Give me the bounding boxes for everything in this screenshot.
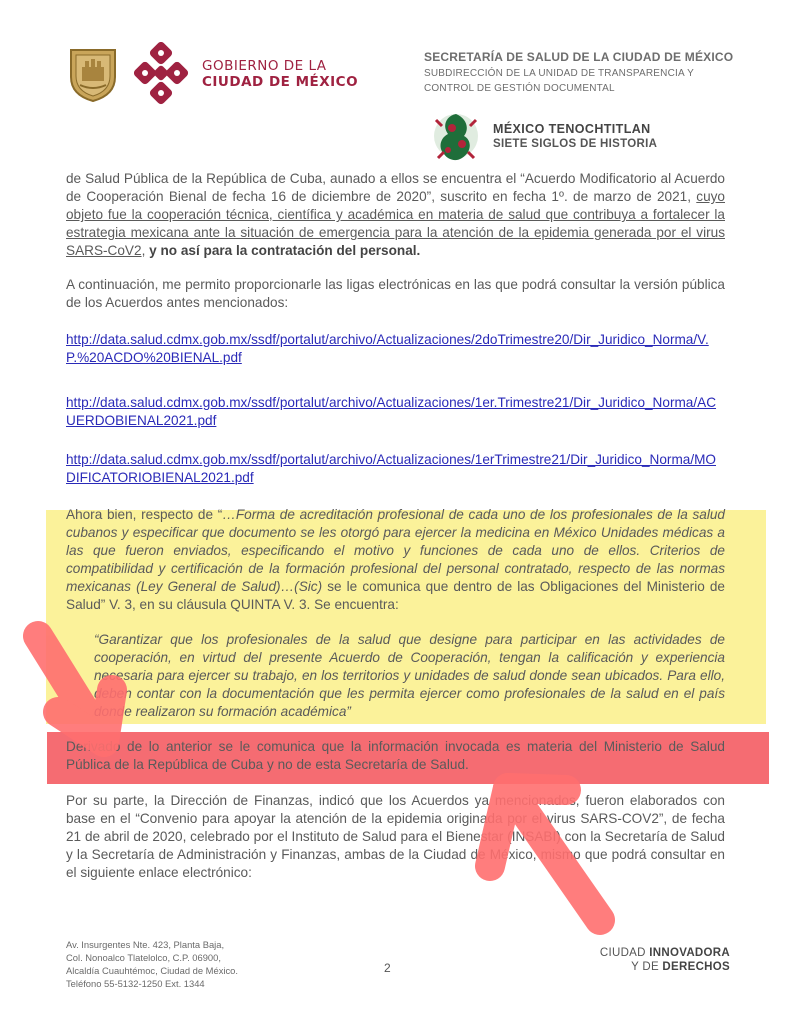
paragraph-links-intro: A continuación, me permito proporcionarle las ligas electrónicas en las que podrá consultar la versión pública de los Acuerdos antes mencionados: (66, 277, 725, 310)
p1-underlined-text: cuyo objeto fue la cooperación técnica, científica y académica en materia de salud que contribuya a fortalecer la estrategia mexicana ante la situación de emergencia para la atención de la epidemia generada por el virus SARS-CoV2 (66, 189, 725, 258)
agreement-link-2[interactable]: http://data.salud.cdmx.gob.mx/ssdf/portalut/archivo/Actualizaciones/1er.Trimestre21/Dir_Juridico_Norma/ACUERDOBIENAL2021.pdf (66, 395, 717, 428)
p3-rest: se le comunica que dentro de las Obligaciones del Ministerio de Salud” V. 3, en su cláusula QUINTA V. 3. Se encuentra: (66, 579, 725, 612)
address-line4: Teléfono 55-5132-1250 Ext. 1344 (66, 978, 205, 989)
slogan-derechos: DERECHOS (662, 961, 730, 973)
paragraph-finanzas: Por su parte, la Dirección de Finanzas, indicó que los Acuerdos ya mencionados, fueron elaborados con base en el “Convenio para apoyar la atención de la epidemia originada por el virus SARS-COV2”, de fecha 21 de abril de 2020, celebrado por el Instituto de Salud para el Bienestar (INSABI) con la Secretaría de Salud y la Secretaría de Administración y Finanzas, ambas de la Ciudad de México, mismo que podrá consultar en el siguiente enlace electrónico: (66, 793, 725, 880)
quoted-clause: “Garantizar que los profesionales de la salud que designe para participar en las actividades de cooperación, en virtud del presente Acuerdo de Cooperación, tengan la calificación y experiencia necesaria para ejercer su trabajo, en los territorios y unidades de salud donde sean ubicados. Para ello, deben contar con la documentación que les permita ejercer como profesionales de la salud en el país donde realizaron su formación académica” (94, 632, 725, 719)
p1-comma: , (141, 243, 150, 258)
subdireccion-line2: CONTROL DE GESTIÓN DOCUMENTAL (424, 83, 615, 94)
page-number: 2 (384, 961, 391, 975)
gov-name-line1: GOBIERNO DE LA (202, 58, 327, 74)
tenochtitlan-title: MÉXICO TENOCHTITLAN (493, 122, 651, 136)
p3-italic-request: …Forma de acreditación profesional de cada uno de los profesionales de la salud cubanos y especificar que documento se les otorgó para ejercer la medicina en México Unidades médicas a las que fueron enviados, especificando el motivo y funciones de cada uno de ellos. Criterios de compatibilidad y certificación de la formación profesional del personal contratado, respecto de las normas mexicanas (Ley General de Salud)…(Sic) (66, 507, 725, 594)
agreement-link-1[interactable]: http://data.salud.cdmx.gob.mx/ssdf/portalut/archivo/Actualizaciones/2doTrimestre20/Dir_Juridico_Norma/V.P.%20ACDO%20BIENAL.pdf (66, 332, 709, 365)
arrow-left-icon (38, 636, 112, 742)
subdireccion-line1: SUBDIRECCIÓN DE LA UNIDAD DE TRANSPARENCIA Y (424, 68, 694, 79)
secretaria-title: SECRETARÍA DE SALUD DE LA CIUDAD DE MÉXICO (424, 50, 734, 64)
agreement-link-3[interactable]: http://data.salud.cdmx.gob.mx/ssdf/portalut/archivo/Actualizaciones/1erTrimestre21/Dir_Juridico_Norma/MODIFICATORIOBIENAL2021.pdf (66, 452, 716, 485)
p1-text: de Salud Pública de la República de Cuba, aunado a ellos se encuentra el “Acuerdo Modificatorio al Acuerdo de Cooperación Bienal de fecha 16 de diciembre de 2020”, suscrito en fecha 1º. de marzo de 2021, (66, 171, 725, 204)
slogan-innovadora: INNOVADORA (649, 947, 730, 959)
address-line3: Alcaldía Cuauhtémoc, Ciudad de México. (66, 965, 238, 976)
slogan-ciudad: CIUDAD (599, 947, 650, 959)
p3-intro: Ahora bien, respecto de “ (66, 507, 223, 522)
footer-address (66, 938, 238, 990)
slogan-y-de: Y DE (631, 961, 663, 973)
arrow-right-icon (490, 788, 600, 920)
address-line2: Col. Nonoalco Tlatelolco, C.P. 06900, (66, 952, 221, 963)
p1-bold-text: y no así para la contratación del personal. (149, 243, 421, 258)
footer-slogan (588, 946, 730, 974)
tenochtitlan-subtitle: SIETE SIGLOS DE HISTORIA (493, 138, 658, 150)
address-line1: Av. Insurgentes Nte. 423, Planta Baja, (66, 939, 225, 950)
paragraph-conclusion: Derivado de lo anterior se le comunica que la información invocada es materia del Ministerio de Salud Pública de la República de Cuba y no de esta Secretaría de Salud. (66, 739, 725, 772)
gov-name-line2: CIUDAD DE MÉXICO (202, 74, 359, 90)
